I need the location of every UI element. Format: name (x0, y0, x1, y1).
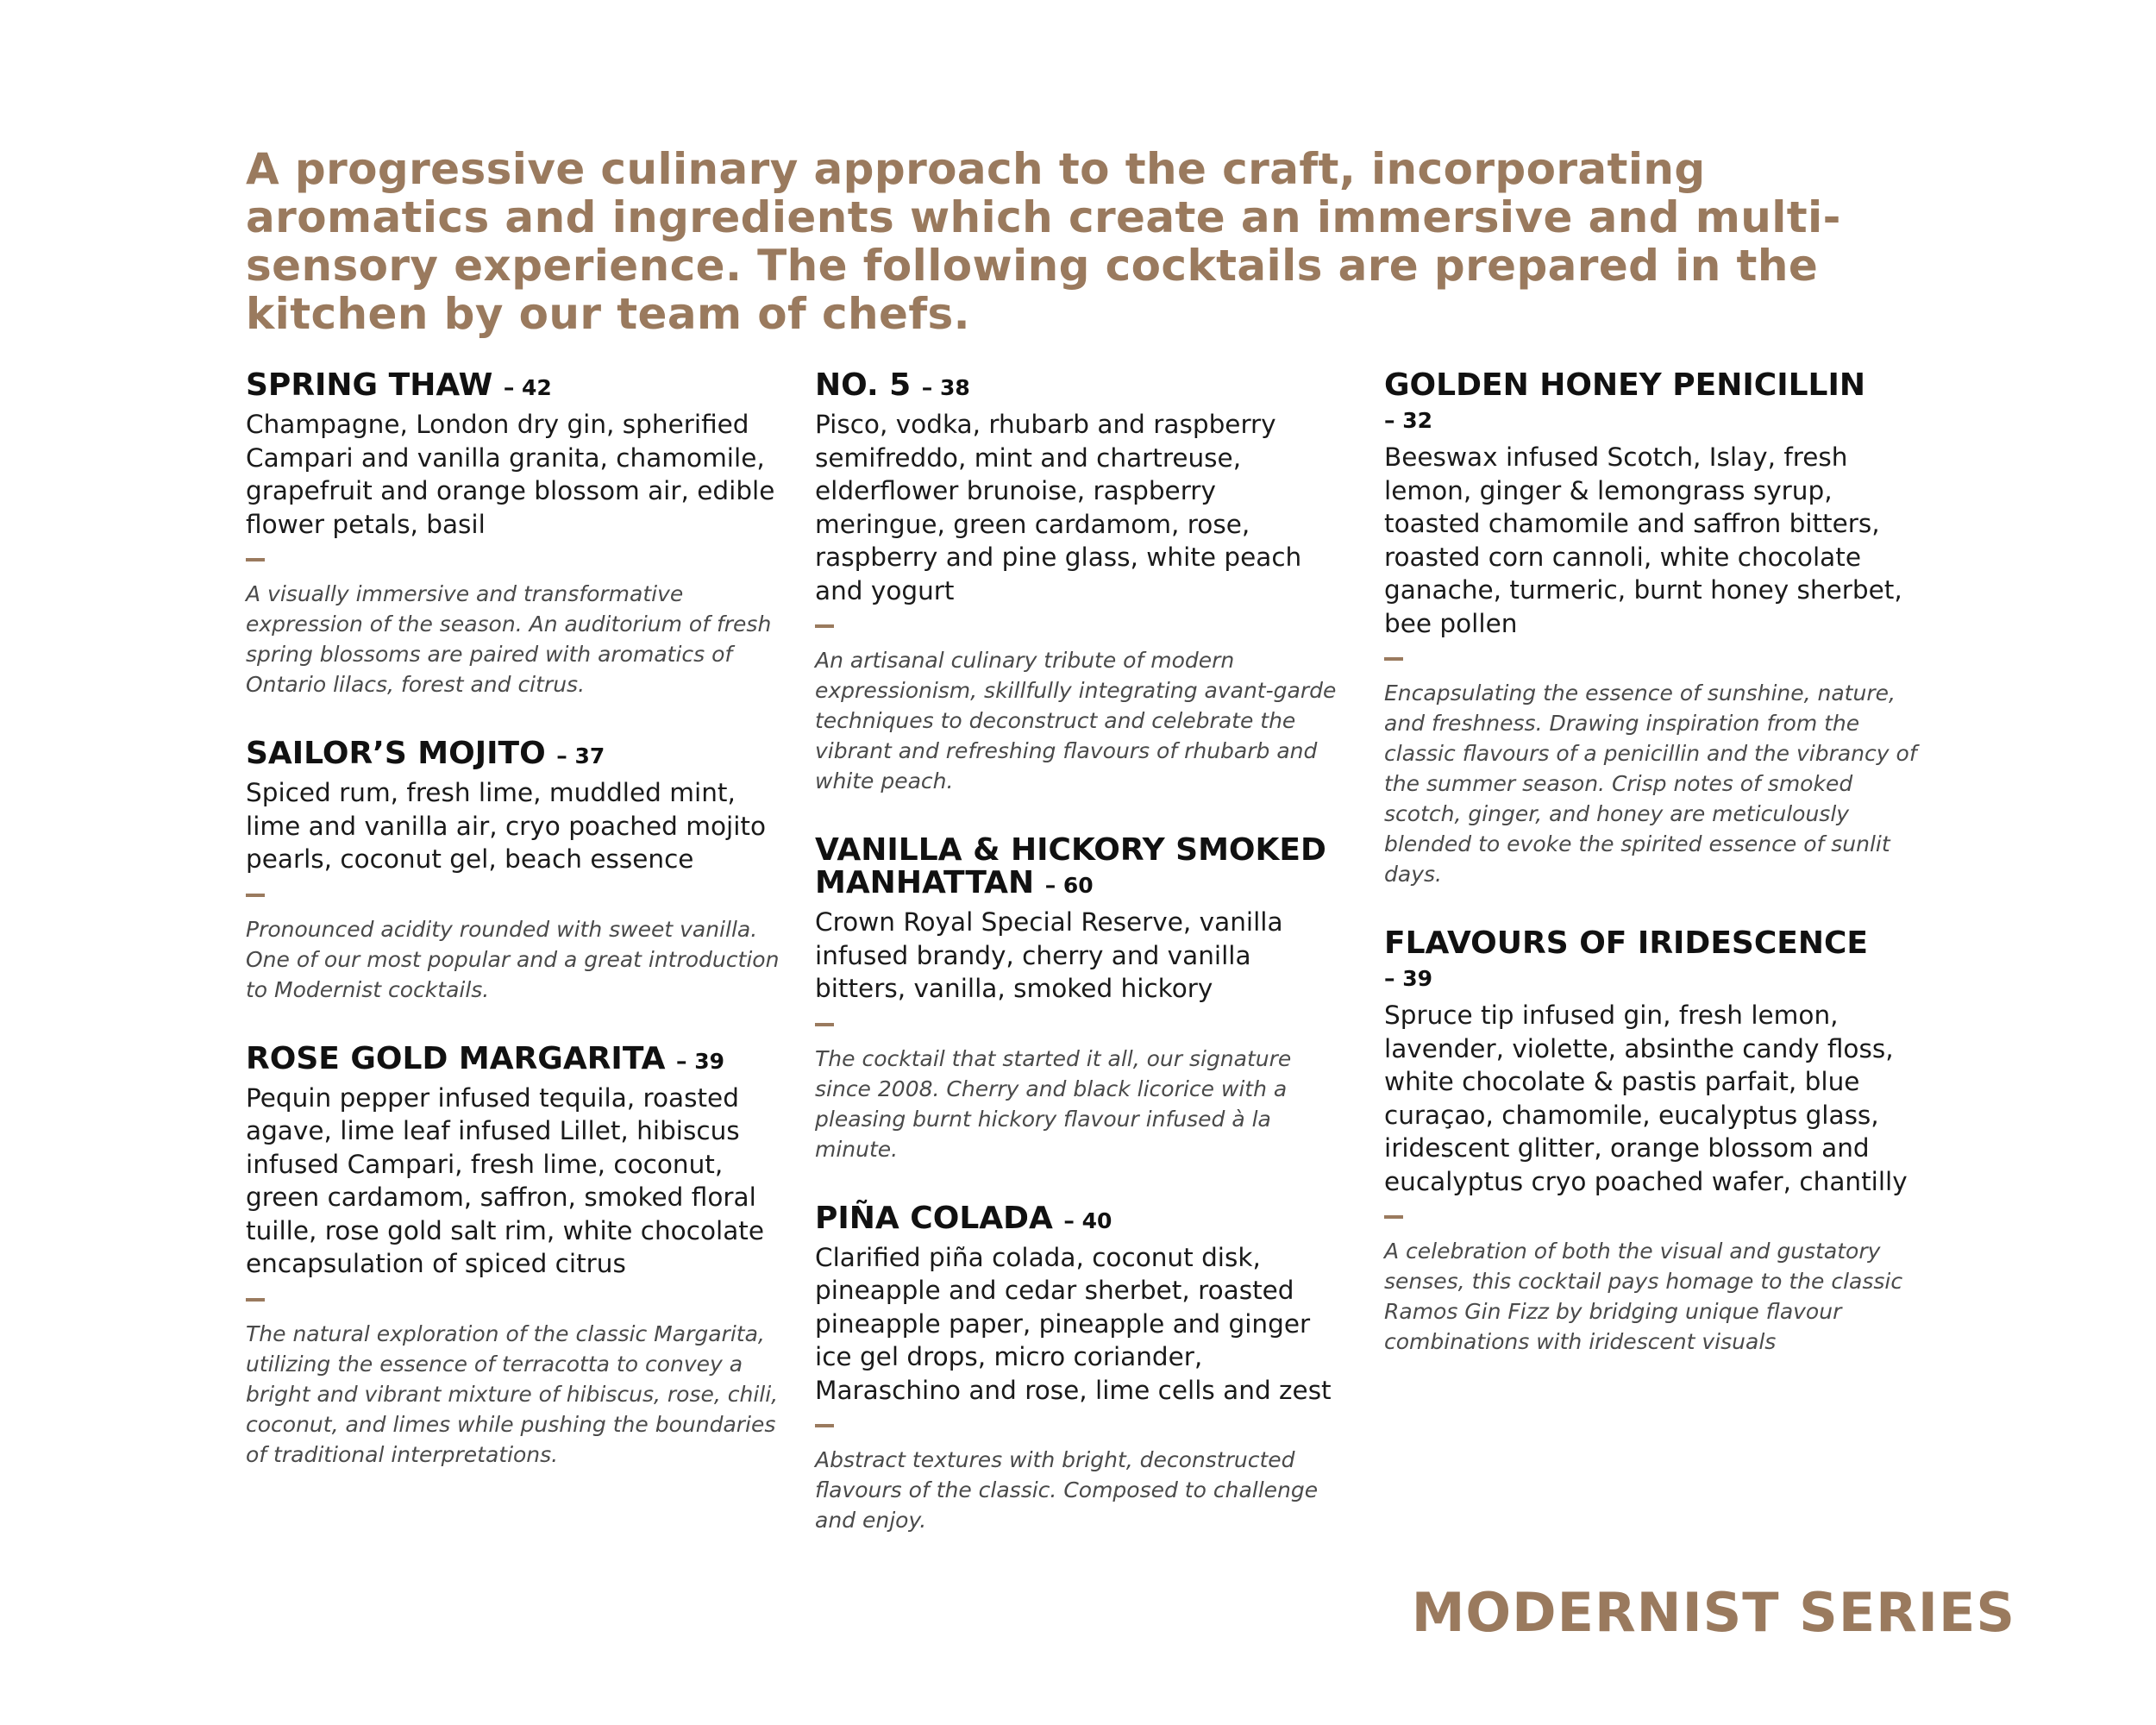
cocktail-price: – 38 (921, 375, 970, 400)
cocktail-description: Encapsulating the essence of sunshine, nature, and freshness. Drawing inspiration from the classic flavours of a penicillin and the vibrancy of the summer season. Crisp notes of smoked scotch, ginger, and honey are meticulously blended to evoke the spirited essence of sunlit days. (1384, 681, 1917, 887)
cocktail-ingredients: Pisco, vodka, rhubarb and raspberry semifreddo, mint and chartreuse, elderflower brunoise, raspberry meringue, green cardamom, rose, raspberry and pine glass, white peach and yogurt (815, 410, 1302, 605)
cocktail-sailors-mojito (246, 737, 780, 1005)
cocktail-name: GOLDEN HONEY PENICILLIN (1384, 367, 1865, 403)
cocktail-ingredients: Beeswax infused Scotch, Islay, fresh lemon, ginger & lemongrass syrup, toasted chamomile and saffron bitters, roasted corn cannoli, white chocolate ganache, turmeric, burnt honey sherbet, bee pollen (1384, 442, 1902, 638)
cocktail-ingredients: Spiced rum, fresh lime, muddled mint, lime and vanilla air, cryo poached mojito pearls, coconut gel, beach essence (246, 778, 767, 874)
cocktail-name: SPRING THAW (246, 367, 493, 403)
cocktail-ingredients: Champagne, London dry gin, spherified Campari and vanilla granita, chamomile, grapefruit and orange blossom air, edible flower petals, basil (246, 410, 775, 539)
cocktail-title (815, 1202, 1350, 1238)
cocktail-name: SAILOR’S MOJITO (246, 736, 546, 771)
divider (246, 558, 265, 561)
cocktail-spring-thaw (246, 369, 780, 699)
cocktail-name: ROSE GOLD MARGARITA (246, 1040, 666, 1076)
cocktail-name: PIÑA COLADA (815, 1200, 1053, 1236)
cocktail-price: – 32 (1384, 408, 1432, 433)
cocktail-ingredients: Crown Royal Special Reserve, vanilla infused brandy, cherry and vanilla bitters, vanilla, smoked hickory (815, 907, 1283, 1003)
cocktail-no-5 (815, 369, 1350, 796)
cocktail-description: An artisanal culinary tribute of modern expressionism, skillfully integrating avant-garde techniques to deconstruct and celebrate the vibrant and refreshing flavours of rhubarb and white peach. (815, 648, 1337, 794)
cocktail-rose-gold-margarita (246, 1040, 780, 1470)
cocktail-name: NO. 5 (815, 367, 912, 403)
cocktail-description: A visually immersive and transformative expression of the season. An auditorium of fresh spring blossoms are paired with aromatics of Ontario lilacs, forest and citrus. (246, 581, 772, 697)
cocktail-price: – 37 (556, 743, 605, 768)
menu-column-1 (246, 369, 780, 1508)
cocktail-title (815, 369, 1350, 405)
cocktail-price: – 60 (1044, 873, 1094, 898)
cocktail-title (815, 834, 1350, 902)
cocktail-title (246, 737, 780, 773)
cocktail-ingredients: Pequin pepper infused tequila, roasted agave, lime leaf infused Lillet, hibiscus infused Campari, fresh lime, coconut, green cardamom, saffron, smoked floral tuille, rose gold salt rim, white chocolate encapsulation of spiced citrus (246, 1082, 764, 1278)
cocktail-title (1384, 369, 1919, 437)
cocktail-description: Pronounced acidity rounded with sweet vanilla. One of our most popular and a great introduction to Modernist cocktails. (246, 916, 780, 1002)
cocktail-title (246, 1040, 780, 1078)
cocktail-flavours-of-iridescence (1384, 927, 1919, 1357)
cocktail-price: – 39 (1384, 966, 1432, 991)
divider (815, 624, 834, 628)
cocktail-price: – 39 (676, 1048, 724, 1074)
cocktail-golden-honey-penicillin (1384, 369, 1919, 889)
cocktail-price: – 42 (503, 375, 552, 400)
menu-column-3 (1384, 369, 1919, 1395)
cocktail-pina-colada (815, 1202, 1350, 1536)
cocktail-ingredients: Spruce tip infused gin, fresh lemon, lavender, violette, absinthe candy floss, white chocolate & pastis parfait, blue curaçao, chamomile, eucalyptus glass, iridescent glitter, orange blossom and eucalyptus cryo poached wafer, chantilly (1384, 1000, 1908, 1196)
cocktail-description: The natural exploration of the classic Margarita, utilizing the essence of terracotta to convey a bright and vibrant mixture of hibiscus, rose, chili, coconut, and limes while pushing the boundaries of traditional interpretations. (246, 1320, 779, 1467)
menu-column-2 (815, 369, 1350, 1573)
divider (246, 1298, 265, 1302)
series-title: MODERNIST SERIES (1411, 1581, 2015, 1644)
divider (1384, 1215, 1403, 1219)
cocktail-title (246, 369, 780, 405)
cocktail-description: The cocktail that started it all, our signature since 2008. Cherry and black licorice with a pleasing burnt hickory flavour infused à la minute. (815, 1045, 1292, 1162)
cocktail-description: Abstract textures with bright, deconstructed flavours of the classic. Composed to challenge and enjoy. (815, 1447, 1319, 1533)
cocktail-name: VANILLA & HICKORY SMOKED MANHATTAN (815, 832, 1326, 900)
divider (815, 1424, 834, 1427)
cocktail-title (1384, 927, 1919, 995)
cocktail-name: FLAVOURS OF IRIDESCENCE (1384, 925, 1868, 961)
divider (1384, 657, 1403, 661)
cocktail-smoked-manhattan (815, 834, 1350, 1164)
intro-text: A progressive culinary approach to the craft, incorporating aromatics and ingredients which create an immersive and multi-sensory experience. The following cocktails are prepared in the kitchen by our team of chefs. (246, 144, 1841, 339)
cocktail-description: A celebration of both the visual and gustatory senses, this cocktail pays homage to the classic Ramos Gin Fizz by bridging unique flavour combinations with iridescent visuals (1384, 1239, 1903, 1354)
cocktail-ingredients: Clarified piña colada, coconut disk, pineapple and cedar sherbet, roasted pineapple paper, pineapple and ginger ice gel drops, micro coriander, Maraschino and rose, lime cells and zest (815, 1242, 1332, 1405)
cocktail-price: – 40 (1063, 1208, 1112, 1233)
divider (246, 894, 265, 897)
divider (815, 1023, 834, 1026)
